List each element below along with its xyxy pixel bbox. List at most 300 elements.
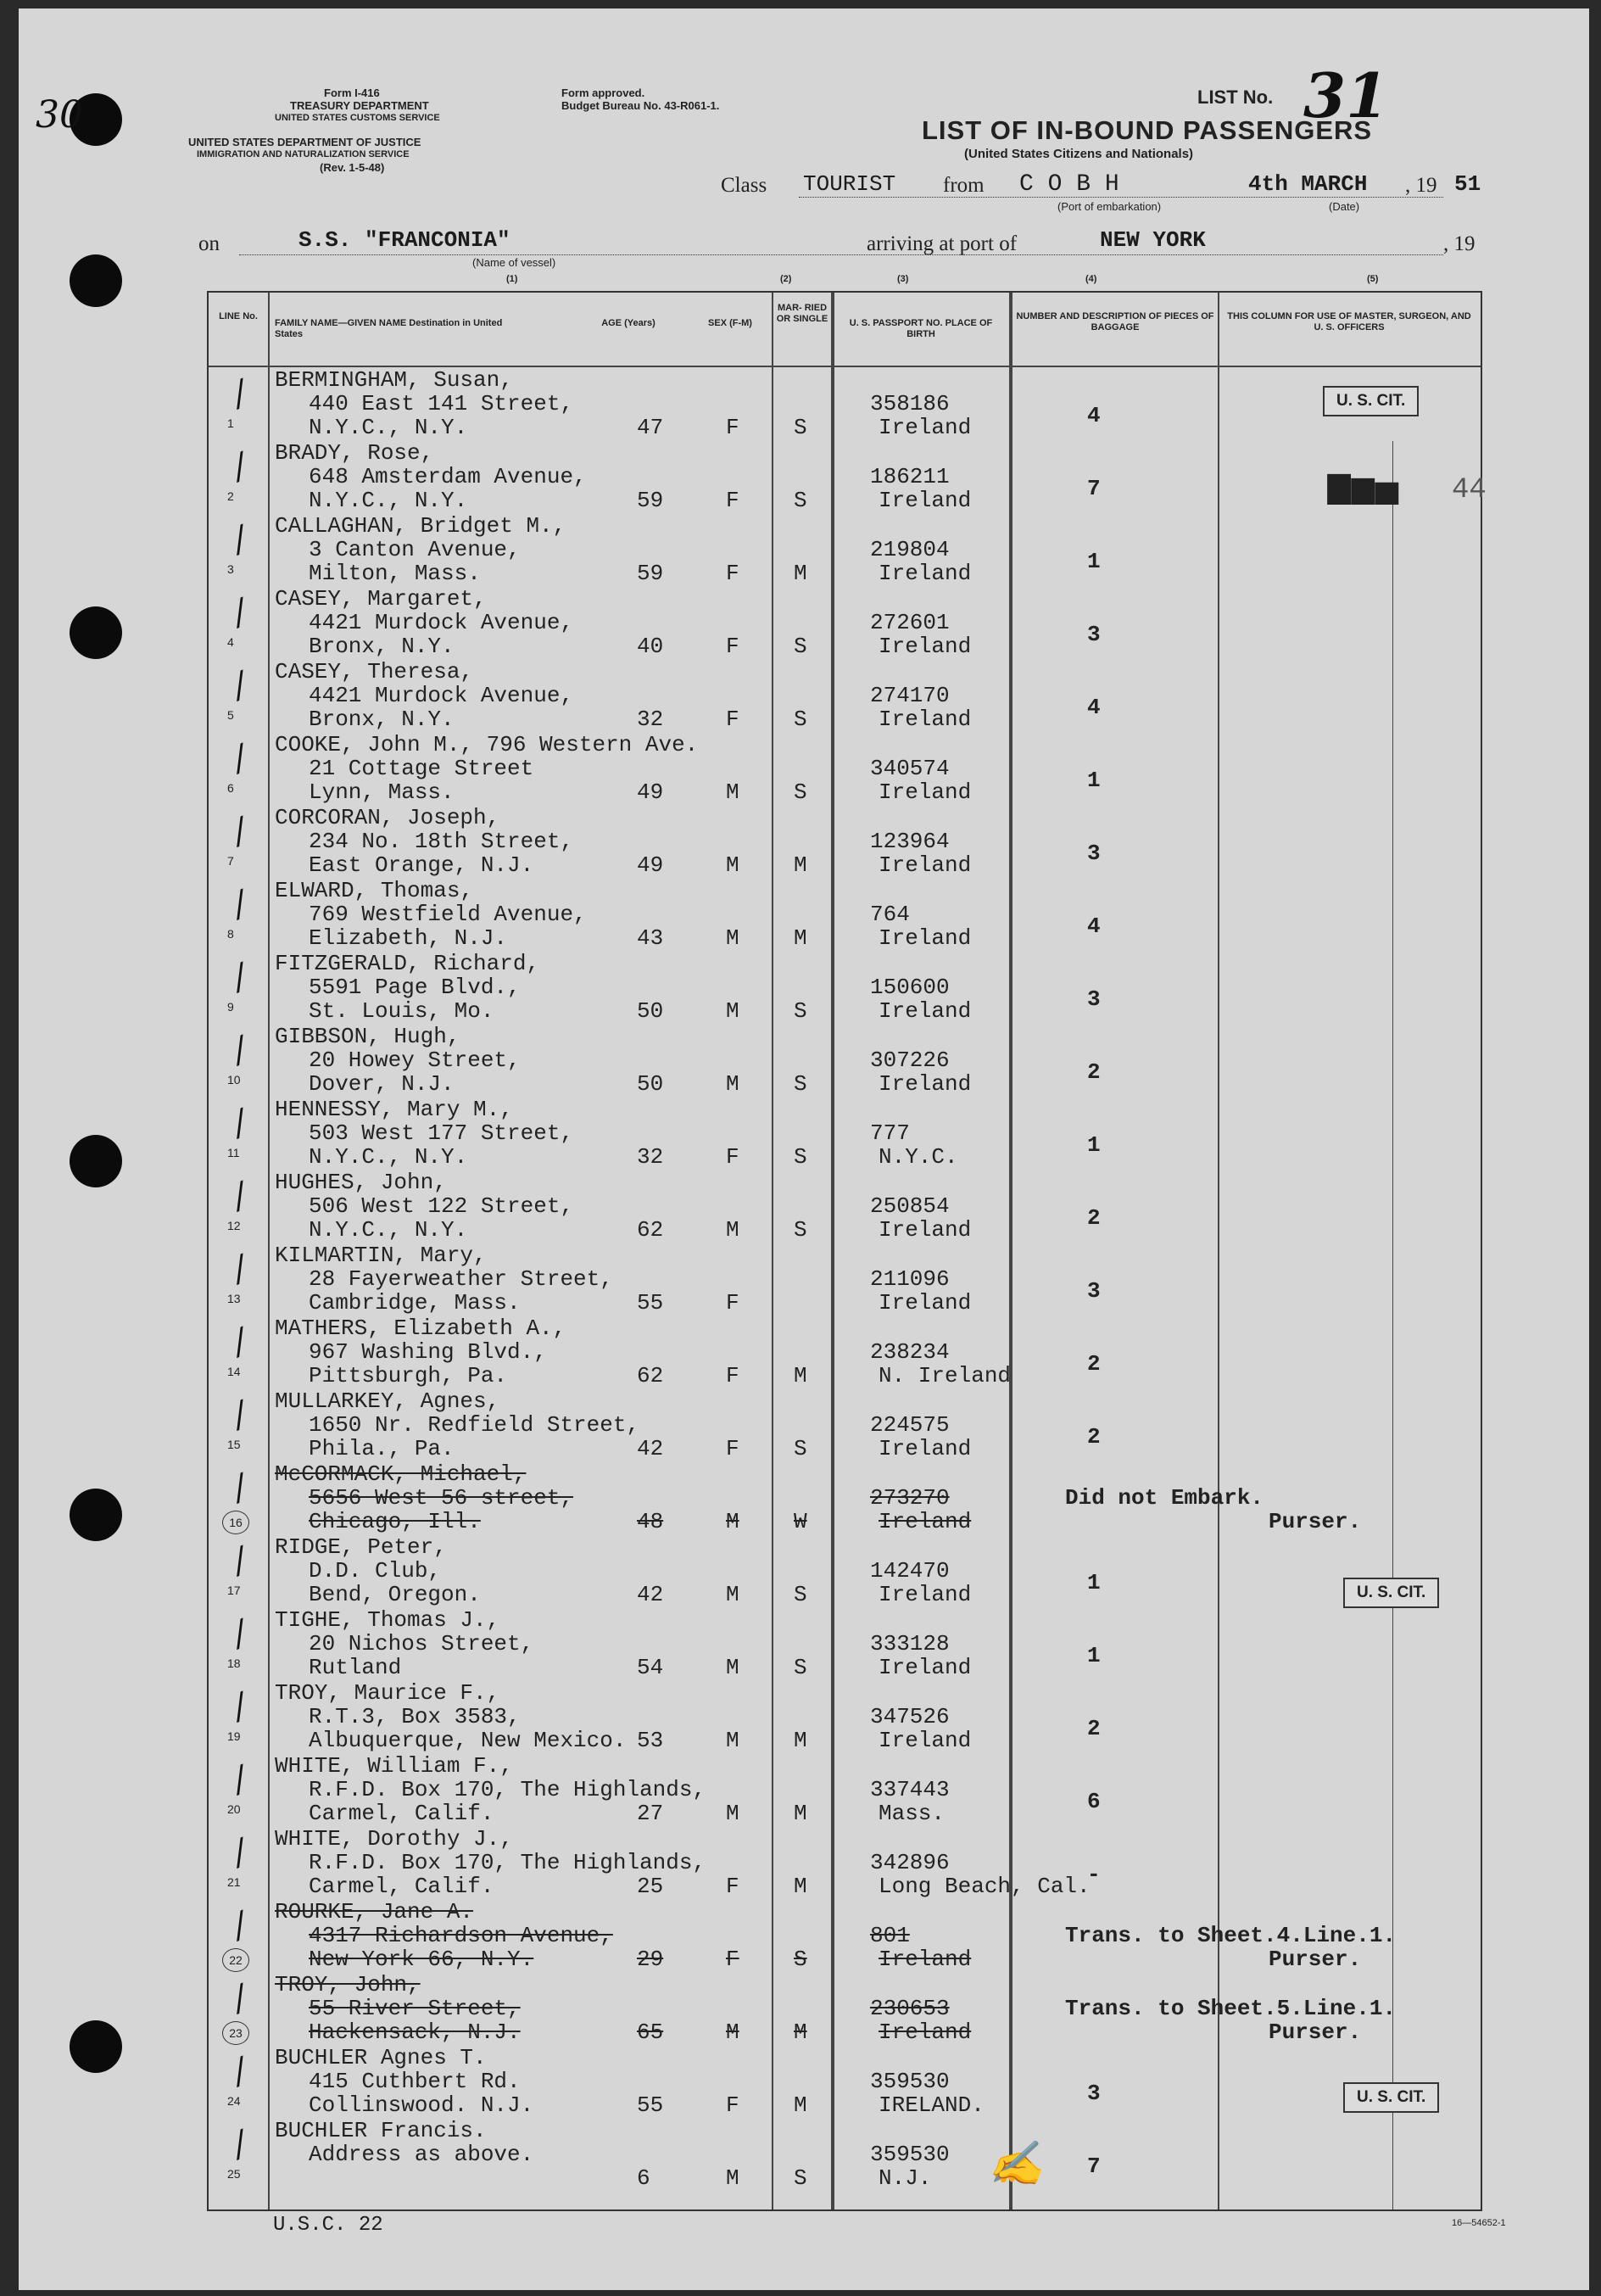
sex-value: F xyxy=(726,2092,739,2118)
form-approved: Form approved. xyxy=(561,87,645,99)
line-number: 8 xyxy=(227,927,234,941)
passport-number: 358186 xyxy=(870,391,950,416)
table-row xyxy=(209,1022,1481,1095)
marital-status: M xyxy=(794,1801,807,1826)
passport-number: 230653 xyxy=(870,1996,950,2021)
marital-status: S xyxy=(794,779,807,805)
sex-value: F xyxy=(726,1290,739,1316)
baggage-count: 3 xyxy=(1087,841,1101,866)
sex-value: F xyxy=(726,488,739,513)
address-city: N.Y.C., N.Y. xyxy=(309,1144,468,1170)
page-title: LIST OF IN-BOUND PASSENGERS xyxy=(922,115,1373,145)
marital-status: S xyxy=(794,707,807,732)
address-city: St. Louis, Mo. xyxy=(309,998,494,1024)
place-of-birth: Long Beach, Cal. xyxy=(879,1874,1091,1899)
page-subtitle: (United States Citizens and Nationals) xyxy=(964,147,1194,161)
passenger-name: ROURKE, Jane A. xyxy=(275,1899,474,1925)
passenger-name: BUCHLER Francis. xyxy=(275,2118,487,2143)
purser-sign: Purser. xyxy=(1269,1509,1362,1534)
baggage-count: 2 xyxy=(1087,1716,1101,1741)
hole-mark: 30 xyxy=(36,93,83,137)
place-of-birth: Ireland xyxy=(879,561,972,586)
address-street: 20 Howey Street, xyxy=(309,1047,521,1073)
passenger-name: KILMARTIN, Mary, xyxy=(275,1243,487,1268)
line-number: 3 xyxy=(227,562,234,576)
baggage-count: 2 xyxy=(1087,1205,1101,1231)
age-value: 49 xyxy=(637,779,664,805)
address-street: 415 Cuthbert Rd. xyxy=(309,2069,521,2094)
baggage-count: 1 xyxy=(1087,1570,1101,1595)
marital-status: S xyxy=(794,1655,807,1680)
marital-status: M xyxy=(794,1363,807,1388)
purser-sign: Purser. xyxy=(1269,1947,1362,1972)
address-street: 21 Cottage Street xyxy=(309,756,534,781)
table-row xyxy=(209,1387,1481,1460)
place-of-birth: Ireland xyxy=(879,634,972,659)
address-city: Collinswood. N.J. xyxy=(309,2092,534,2118)
check-mark: / xyxy=(227,1832,252,1873)
baggage-count: - xyxy=(1087,1862,1101,1887)
check-mark: / xyxy=(227,1978,252,2019)
dept-justice-sub: IMMIGRATION AND NATURALIZATION SERVICE xyxy=(197,149,410,159)
check-mark: / xyxy=(227,1103,252,1143)
baggage-count: 1 xyxy=(1087,1132,1101,1158)
passport-number: 150600 xyxy=(870,975,950,1000)
address-city: New York 66, N.Y. xyxy=(309,1947,534,1972)
place-of-birth: Ireland xyxy=(879,1071,972,1097)
address-city: Bronx, N.Y. xyxy=(309,634,455,659)
col-header-sex: SEX (F-M) xyxy=(708,318,752,328)
sex-value: M xyxy=(726,1728,739,1753)
passport-number: 347526 xyxy=(870,1704,950,1729)
marital-status: S xyxy=(794,1144,807,1170)
address-street: 4421 Murdock Avenue, xyxy=(309,610,574,635)
list-no-value: 31 xyxy=(1303,59,1389,131)
check-mark: / xyxy=(227,1540,252,1581)
sex-value: F xyxy=(726,1436,739,1461)
dept-justice: UNITED STATES DEPARTMENT OF JUSTICE xyxy=(188,136,421,148)
address-city: Carmel, Calif. xyxy=(309,1801,494,1826)
age-value: 47 xyxy=(637,415,664,440)
check-mark: / xyxy=(227,1467,252,1508)
place-of-birth: IRELAND. xyxy=(879,2092,985,2118)
baggage-count: 1 xyxy=(1087,1643,1101,1668)
baggage-count: 3 xyxy=(1087,2081,1101,2106)
address-street: R.T.3, Box 3583, xyxy=(309,1704,521,1729)
budget-bureau: Budget Bureau No. 43-R061-1. xyxy=(561,99,720,112)
table-row xyxy=(209,2116,1481,2189)
age-value: 29 xyxy=(637,1947,664,1972)
line-number: 19 xyxy=(227,1729,241,1743)
passenger-name: BERMINGHAM, Susan, xyxy=(275,367,513,393)
passport-number: 211096 xyxy=(870,1266,950,1292)
passenger-name: CASEY, Margaret, xyxy=(275,586,487,612)
baggage-count: 3 xyxy=(1087,622,1101,647)
age-value: 25 xyxy=(637,1874,664,1899)
table-row xyxy=(209,1314,1481,1387)
sex-value: M xyxy=(726,852,739,878)
line-number: 17 xyxy=(227,1584,241,1597)
sex-value: F xyxy=(726,1144,739,1170)
age-value: 53 xyxy=(637,1728,664,1753)
purser-note: Trans. to Sheet.4.Line.1. xyxy=(1065,1923,1397,1948)
footer-print: 16—54652-1 xyxy=(1452,2218,1506,2228)
marital-status: S xyxy=(794,415,807,440)
sex-value: F xyxy=(726,707,739,732)
check-mark: / xyxy=(227,1686,252,1727)
line-number: 22 xyxy=(222,1948,249,1972)
col-number-4: (4) xyxy=(1085,274,1097,284)
passport-number: 224575 xyxy=(870,1412,950,1438)
place-of-birth: Ireland xyxy=(879,1655,972,1680)
age-value: 50 xyxy=(637,998,664,1024)
col-header-passport: U. S. PASSPORT NO. PLACE OF BIRTH xyxy=(849,318,993,339)
note-44: 44 xyxy=(1452,474,1487,506)
marital-status: S xyxy=(794,2165,807,2191)
passport-number: 337443 xyxy=(870,1777,950,1802)
place-of-birth: Ireland xyxy=(879,998,972,1024)
line-number: 24 xyxy=(227,2094,241,2108)
place-of-birth: Ireland xyxy=(879,779,972,805)
check-mark: / xyxy=(227,373,252,414)
table-row xyxy=(209,584,1481,657)
address-street: 28 Fayerweather Street, xyxy=(309,1266,613,1292)
address-street: 4421 Murdock Avenue, xyxy=(309,683,574,708)
passenger-name: HUGHES, John, xyxy=(275,1170,447,1195)
sex-value: F xyxy=(726,634,739,659)
table-row xyxy=(209,511,1481,584)
baggage-count: 2 xyxy=(1087,1059,1101,1085)
line-number: 10 xyxy=(227,1073,241,1087)
line-number: 1 xyxy=(227,416,234,430)
marital-status: M xyxy=(794,1874,807,1899)
address-city: Bend, Oregon. xyxy=(309,1582,481,1607)
place-of-birth: Ireland xyxy=(879,852,972,878)
table-row xyxy=(209,1824,1481,1897)
sex-value: M xyxy=(726,1582,739,1607)
address-city: Milton, Mass. xyxy=(309,561,481,586)
sex-value: F xyxy=(726,415,739,440)
table-row xyxy=(209,876,1481,949)
dept-treasury-sub: UNITED STATES CUSTOMS SERVICE xyxy=(275,113,440,123)
passenger-name: CASEY, Theresa, xyxy=(275,659,474,684)
check-mark: / xyxy=(227,1613,252,1654)
baggage-count: 2 xyxy=(1087,1351,1101,1377)
address-city: Cambridge, Mass. xyxy=(309,1290,521,1316)
punch-hole xyxy=(70,254,122,307)
passenger-name: RIDGE, Peter, xyxy=(275,1534,447,1560)
address-street: 440 East 141 Street, xyxy=(309,391,574,416)
baggage-count: 7 xyxy=(1087,476,1101,501)
table-row xyxy=(209,1606,1481,1679)
on-label: on xyxy=(198,232,220,255)
place-of-birth: Ireland xyxy=(879,1582,972,1607)
age-value: 55 xyxy=(637,2092,664,2118)
port-of-embarkation: C O B H xyxy=(1019,171,1119,198)
address-street: R.F.D. Box 170, The Highlands, xyxy=(309,1850,706,1875)
embark-year: 51 xyxy=(1454,171,1481,197)
vessel-name: S.S. "FRANCONIA" xyxy=(298,227,510,253)
baggage-count: 4 xyxy=(1087,695,1101,720)
check-mark: / xyxy=(227,811,252,852)
marital-status: M xyxy=(794,2019,807,2045)
arriving-label: arriving at port of xyxy=(867,232,1018,255)
check-mark: / xyxy=(227,1176,252,1216)
passenger-name: COOKE, John M., 796 Western Ave. xyxy=(275,732,699,757)
marital-status: M xyxy=(794,852,807,878)
passport-number: 273270 xyxy=(870,1485,950,1511)
table-row xyxy=(209,1533,1481,1606)
form-revision: (Rev. 1-5-48) xyxy=(320,161,385,174)
passenger-name: WHITE, Dorothy J., xyxy=(275,1826,513,1852)
age-value: 43 xyxy=(637,925,664,951)
passport-number: 219804 xyxy=(870,537,950,562)
check-mark: / xyxy=(227,738,252,779)
address-street: 4317 Richardson Avenue, xyxy=(309,1923,613,1948)
punch-hole xyxy=(70,1489,122,1541)
sex-value: F xyxy=(726,561,739,586)
address-street: 3 Canton Avenue, xyxy=(309,537,521,562)
check-mark: / xyxy=(227,2124,252,2165)
age-value: 55 xyxy=(637,1290,664,1316)
passenger-name: TROY, Maurice F., xyxy=(275,1680,500,1706)
arrival-port: NEW YORK xyxy=(1100,227,1206,253)
age-value: 62 xyxy=(637,1217,664,1243)
sex-value: M xyxy=(726,779,739,805)
baggage-count: 3 xyxy=(1087,986,1101,1012)
passport-number: 272601 xyxy=(870,610,950,635)
purser-sign: Purser. xyxy=(1269,2019,1362,2045)
table-row xyxy=(209,1679,1481,1751)
place-of-birth: N.Y.C. xyxy=(879,1144,958,1170)
col-header-line: LINE No. xyxy=(219,311,258,321)
line-number: 14 xyxy=(227,1365,241,1378)
address-street: 506 West 122 Street, xyxy=(309,1193,574,1219)
passport-number: 340574 xyxy=(870,756,950,781)
place-of-birth: Ireland xyxy=(879,1947,972,1972)
table-row xyxy=(209,657,1481,730)
address-city: Albuquerque, New Mexico. xyxy=(309,1728,627,1753)
passenger-name: TIGHE, Thomas J., xyxy=(275,1607,500,1633)
line-number: 21 xyxy=(227,1875,241,1889)
marital-status: M xyxy=(794,2092,807,2118)
check-mark: / xyxy=(227,446,252,487)
document-page xyxy=(19,8,1589,2290)
address-street: R.F.D. Box 170, The Highlands, xyxy=(309,1777,706,1802)
place-of-birth: Ireland xyxy=(879,1436,972,1461)
place-of-birth: N. Ireland xyxy=(879,1363,1012,1388)
baggage-count: 3 xyxy=(1087,1278,1101,1304)
baggage-count: 4 xyxy=(1087,913,1101,939)
address-city: Lynn, Mass. xyxy=(309,779,455,805)
address-street: 503 West 177 Street, xyxy=(309,1120,574,1146)
passenger-name: McCORMACK, Michael, xyxy=(275,1461,527,1487)
vessel-line-rule xyxy=(239,254,1443,255)
marital-status: S xyxy=(794,488,807,513)
marital-status: M xyxy=(794,1728,807,1753)
check-mark: / xyxy=(227,884,252,925)
address-street: 967 Washing Blvd., xyxy=(309,1339,547,1365)
place-of-birth: Ireland xyxy=(879,488,972,513)
punch-hole xyxy=(70,606,122,659)
handwritten-signature: ✍ xyxy=(987,2137,1046,2191)
age-value: 6 xyxy=(637,2165,650,2191)
line-number: 2 xyxy=(227,489,234,503)
address-city: Hackensack, N.J. xyxy=(309,2019,521,2045)
col-header-married: MAR- RIED OR SINGLE xyxy=(776,303,828,324)
vessel-caption: (Name of vessel) xyxy=(472,256,556,269)
check-mark: / xyxy=(227,1030,252,1070)
address-city: Rutland xyxy=(309,1655,402,1680)
passenger-name: HENNESSY, Mary M., xyxy=(275,1097,513,1122)
age-value: 48 xyxy=(637,1509,664,1534)
passport-number: 238234 xyxy=(870,1339,950,1365)
passenger-name: WHITE, William F., xyxy=(275,1753,513,1779)
place-of-birth: Ireland xyxy=(879,415,972,440)
table-row xyxy=(209,2043,1481,2116)
check-mark: / xyxy=(227,1905,252,1946)
age-value: 59 xyxy=(637,488,664,513)
form-id: Form I-416 xyxy=(324,87,380,99)
sex-value: M xyxy=(726,2019,739,2045)
place-of-birth: Mass. xyxy=(879,1801,946,1826)
age-value: 32 xyxy=(637,707,664,732)
table-row xyxy=(209,1751,1481,1824)
age-value: 27 xyxy=(637,1801,664,1826)
passport-number: 142470 xyxy=(870,1558,950,1584)
smudged-stamp-mark: ▇▆▅ xyxy=(1328,472,1400,504)
check-mark: / xyxy=(227,519,252,560)
address-street: 55 River Street, xyxy=(309,1996,521,2021)
address-city: N.Y.C., N.Y. xyxy=(309,415,468,440)
embark-date: 4th MARCH xyxy=(1248,171,1368,197)
passenger-name: GIBBSON, Hugh, xyxy=(275,1024,460,1049)
passport-number: 342896 xyxy=(870,1850,950,1875)
check-mark: / xyxy=(227,1249,252,1289)
address-city: Pittsburgh, Pa. xyxy=(309,1363,508,1388)
year-prefix: , 19 xyxy=(1405,174,1437,197)
passenger-name: BUCHLER Agnes T. xyxy=(275,2045,487,2070)
marital-status: S xyxy=(794,1071,807,1097)
passenger-name: ELWARD, Thomas, xyxy=(275,878,474,903)
address-street: D.D. Club, xyxy=(309,1558,442,1584)
sex-value: M xyxy=(726,1217,739,1243)
marital-status: M xyxy=(794,925,807,951)
line-number: 15 xyxy=(227,1438,241,1451)
line-number: 18 xyxy=(227,1656,241,1670)
address-street: 5656 West 56 street, xyxy=(309,1485,574,1511)
passport-number: 186211 xyxy=(870,464,950,489)
address-street: 648 Amsterdam Avenue, xyxy=(309,464,587,489)
table-row xyxy=(209,1460,1481,1533)
address-city: Carmel, Calif. xyxy=(309,1874,494,1899)
table-row xyxy=(209,1970,1481,2043)
marital-status: S xyxy=(794,634,807,659)
col-number-2: (2) xyxy=(780,274,792,284)
line-number: 9 xyxy=(227,1000,234,1014)
place-of-birth: Ireland xyxy=(879,1217,972,1243)
passenger-name: CORCORAN, Joseph, xyxy=(275,805,500,830)
check-mark: / xyxy=(227,1321,252,1362)
col-header-name: FAMILY NAME—GIVEN NAME Destination in United States xyxy=(275,318,503,339)
line-number: 6 xyxy=(227,781,234,795)
sex-value: M xyxy=(726,2165,739,2191)
passenger-table xyxy=(207,291,1487,2211)
age-value: 50 xyxy=(637,1071,664,1097)
check-mark: / xyxy=(227,665,252,706)
marital-status: M xyxy=(794,561,807,586)
class-label: Class xyxy=(721,174,767,197)
address-city: Bronx, N.Y. xyxy=(309,707,455,732)
check-mark: / xyxy=(227,1759,252,1800)
marital-status: S xyxy=(794,1947,807,1972)
address-city: N.Y.C., N.Y. xyxy=(309,1217,468,1243)
footer-code: U.S.C. 22 xyxy=(273,2214,383,2237)
sex-value: M xyxy=(726,998,739,1024)
age-value: 59 xyxy=(637,561,664,586)
table-row xyxy=(209,730,1481,803)
table-row xyxy=(209,1168,1481,1241)
address-city: Dover, N.J. xyxy=(309,1071,455,1097)
check-mark: / xyxy=(227,1394,252,1435)
col-header-officers: THIS COLUMN FOR USE OF MASTER, SURGEON, AND U. S. OFFICERS xyxy=(1227,311,1471,332)
table-row xyxy=(209,949,1481,1022)
table-row xyxy=(209,1241,1481,1314)
address-city: Chicago, Ill. xyxy=(309,1509,481,1534)
passport-number: 333128 xyxy=(870,1631,950,1656)
sex-value: F xyxy=(726,1874,739,1899)
passenger-name: MATHERS, Elizabeth A., xyxy=(275,1316,566,1341)
sex-value: M xyxy=(726,1509,739,1534)
age-value: 54 xyxy=(637,1655,664,1680)
place-of-birth: N.J. xyxy=(879,2165,932,2191)
place-of-birth: Ireland xyxy=(879,925,972,951)
passport-number: 359530 xyxy=(870,2069,950,2094)
age-value: 42 xyxy=(637,1582,664,1607)
place-of-birth: Ireland xyxy=(879,707,972,732)
punch-hole xyxy=(70,1135,122,1187)
sex-value: M xyxy=(726,925,739,951)
from-label: from xyxy=(943,174,985,197)
address-street: 769 Westfield Avenue, xyxy=(309,902,587,927)
line-number: 11 xyxy=(227,1146,240,1159)
passport-number: 307226 xyxy=(870,1047,950,1073)
passport-number: 250854 xyxy=(870,1193,950,1219)
baggage-count: 1 xyxy=(1087,768,1101,793)
table-row xyxy=(209,803,1481,876)
passport-number: 123964 xyxy=(870,829,950,854)
col-number-1: (1) xyxy=(506,274,518,284)
baggage-count: 1 xyxy=(1087,549,1101,574)
address-street: 5591 Page Blvd., xyxy=(309,975,521,1000)
address-street: Address as above. xyxy=(309,2142,534,2167)
line-number: 25 xyxy=(227,2167,241,2181)
punch-hole xyxy=(70,2020,122,2073)
table-row xyxy=(209,1095,1481,1168)
marital-status: S xyxy=(794,1217,807,1243)
passenger-name: TROY, John, xyxy=(275,1972,421,1997)
us-cit-stamp: U. S. CIT. xyxy=(1343,1578,1439,1608)
sex-value: F xyxy=(726,1363,739,1388)
passport-number: 777 xyxy=(870,1120,910,1146)
age-value: 49 xyxy=(637,852,664,878)
passenger-name: FITZGERALD, Richard, xyxy=(275,951,540,976)
sex-value: M xyxy=(726,1801,739,1826)
address-street: 1650 Nr. Redfield Street, xyxy=(309,1412,640,1438)
line-number: 23 xyxy=(222,2021,249,2045)
sex-value: M xyxy=(726,1071,739,1097)
baggage-count: 4 xyxy=(1087,403,1101,428)
